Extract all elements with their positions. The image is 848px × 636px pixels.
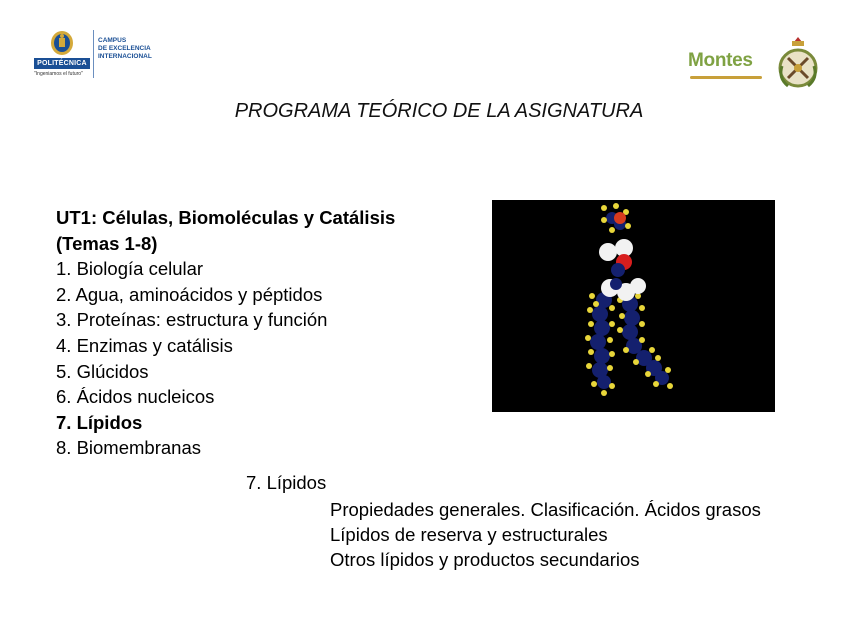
- detail-item: Propiedades generales. Clasificación. Ácidos grasos: [330, 499, 761, 520]
- molecule-model-icon: [492, 200, 775, 412]
- topic-item: 3. Proteínas: estructura y función: [56, 309, 328, 331]
- unit-outline: [56, 205, 395, 461]
- montes-ribbon: [690, 76, 762, 79]
- upm-logo: [32, 30, 172, 80]
- campus-line: CAMPUS: [98, 37, 127, 44]
- page-title: [0, 100, 848, 123]
- detail-heading: 7. Lípidos: [246, 472, 327, 493]
- logo-divider: [93, 30, 94, 78]
- topic-item: 2. Agua, aminoácidos y péptidos: [56, 283, 323, 305]
- topic-item-highlighted: 7. Lípidos: [56, 411, 143, 433]
- upm-name: POLITÉCNICA: [34, 58, 90, 69]
- topic-item: 5. Glúcidos: [56, 360, 149, 382]
- topic-item: 4. Enzimas y catálisis: [56, 334, 233, 356]
- detail-item: Lípidos de reserva y estructurales: [330, 524, 608, 545]
- molecule-image: [492, 200, 775, 412]
- montes-crest-icon: [774, 36, 822, 90]
- campus-line: DE EXCELENCIA: [98, 45, 151, 52]
- topic-item: 1. Biología celular: [56, 258, 204, 280]
- montes-logo: [688, 36, 828, 92]
- unit-heading: UT1: Células, Biomoléculas y Catálisis: [56, 207, 396, 228]
- upm-tagline: "Ingeniamos el futuro": [34, 71, 83, 77]
- upm-crest-icon: [50, 30, 74, 56]
- detail-list: [330, 497, 761, 572]
- campus-line: INTERNACIONAL: [98, 53, 152, 60]
- page-title-text: PROGRAMA TEÓRICO DE LA ASIGNATURA: [234, 100, 644, 122]
- unit-subheading: (Temas 1-8): [56, 232, 158, 254]
- topic-item: 8. Biomembranas: [56, 437, 201, 459]
- campus-excellence-label: [98, 37, 178, 61]
- montes-wordmark: Montes: [688, 50, 753, 71]
- topic-item: 6. Ácidos nucleicos: [56, 386, 215, 408]
- detail-item: Otros lípidos y productos secundarios: [330, 549, 640, 570]
